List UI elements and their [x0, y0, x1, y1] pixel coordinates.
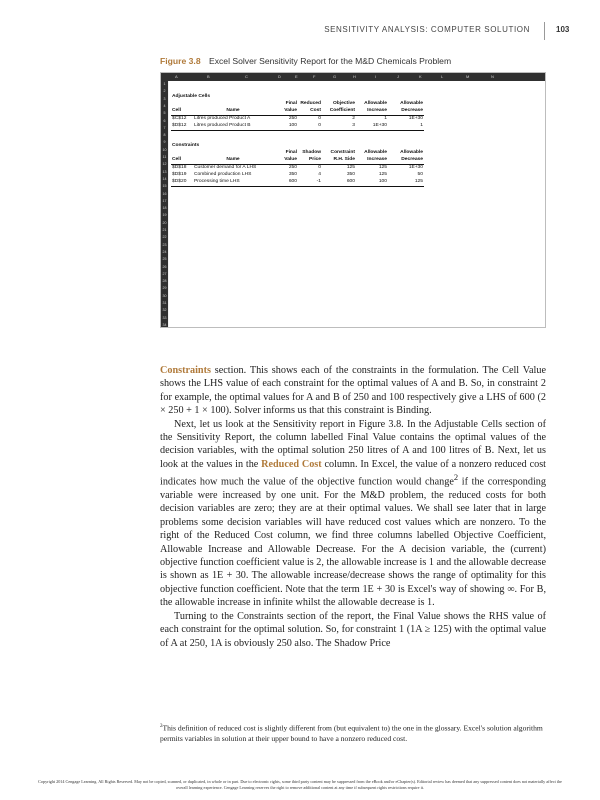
row-number: 16 — [162, 191, 167, 196]
constraints-table-cell: $D$20 — [172, 179, 187, 184]
constraints-table-cell: $D$19 — [172, 172, 187, 177]
adjustable-table-cell: $D$12 — [172, 123, 187, 128]
constraints-term: Constraints — [160, 365, 211, 376]
constraints-table-cell: -1 — [316, 179, 321, 184]
constraints-header-cell: Allowable — [400, 150, 423, 155]
copyright-notice: Copyright 2014 Cengage Learning. All Rights Reserved. May not be copied, scanned, or duplicated, in whole or in part. Due to electronic rights, some third party content may be suppressed from the eBook and/or eChapter(s). Editorial review has deemed that any suppressed content does not materially affect the overall learning experience. Cengage Learning reserves the right to remove additional content at any time if subsequent rights restrictions require it. — [38, 779, 562, 790]
constraints-header-cell: R.H. Side — [333, 157, 355, 162]
adjustable-header-cell: Value — [284, 108, 297, 113]
row-number: 18 — [162, 206, 167, 211]
constraints-table-cell: 350 — [288, 172, 297, 177]
row-number: 4 — [163, 103, 166, 108]
adjustable-header-cell: Decrease — [401, 108, 423, 113]
adjustable-header-cell: Name — [226, 108, 240, 113]
row-number: 22 — [162, 235, 167, 240]
header-divider — [544, 22, 545, 40]
row-number: 29 — [162, 286, 167, 291]
row-number: 7 — [163, 125, 166, 130]
constraints-header-cell: Cell — [172, 157, 181, 162]
paragraph-3: Turning to the Constraints section of the report, the Final Value shows the RHS value of each constraint for the optimal solution. So, for constraint 1 (1A ≥ 125) with the optimal value of A at 250, 1A is obviously 250 also. The Shadow Price — [160, 610, 546, 649]
sensitivity-report — [169, 81, 545, 327]
row-number: 21 — [162, 228, 167, 232]
row-number: 1 — [163, 82, 166, 86]
column-header-bar — [161, 73, 545, 81]
constraints-table-cell: 1E+30 — [408, 165, 423, 170]
paragraph-2-text-b: column. In Excel, the value of a nonzero reduced cost indicates how much the value of the objective function would change — [160, 458, 546, 488]
adjustable-table-cell: 0 — [318, 116, 321, 121]
spreadsheet-figure — [160, 72, 546, 328]
footnote-text: This definition of reduced cost is slightly different from (but equivalent to) the one in the glossary. Excel's solution algorithm permits variables in solution at their upper bound to have a nonzero reduced cost. — [160, 723, 543, 743]
constraints-header-cell: Name — [226, 157, 240, 162]
column-header-l: L — [441, 74, 444, 79]
adjustable-header-cell: Final — [285, 101, 297, 106]
column-header-n: N — [491, 74, 494, 79]
column-header-c: C — [245, 74, 248, 79]
figure-caption — [160, 56, 451, 66]
running-title: SENSITIVITY ANALYSIS: COMPUTER SOLUTION — [324, 25, 530, 34]
adjustable-header-cell: Increase — [367, 108, 387, 113]
row-number: 12 — [162, 162, 167, 167]
constraints-table-cell: 0 — [318, 165, 321, 170]
adjustable-table-cell: 1 — [420, 123, 423, 128]
row-number: 31 — [162, 301, 167, 305]
column-header-m: M — [466, 74, 470, 79]
constraints-table-cell: Customer demand for A LHS — [194, 165, 257, 170]
column-header-a: A — [175, 74, 178, 79]
row-number: 20 — [162, 220, 167, 225]
paragraph-2-text-a: Next, let us look at the Sensitivity report in Figure 3.8. In the Adjustable Cells section of the Sensitivity Report, the column labelled Final Value contains the optimal values of the decision variables, with the optimal solution 250 litres of A and 100 litres of B. Next, let us look at the values in the — [160, 418, 546, 470]
constraints-header-cell: Price — [309, 157, 321, 162]
constraints-header-cell: Decrease — [401, 157, 423, 162]
constraints-table-cell: 125 — [414, 179, 423, 184]
row-number: 30 — [162, 293, 167, 298]
paragraph-1-text: section. This shows each of the constraints in the formulation. The Cell Value shows the LHS value of each constraint for the optimal values of A and B. So, in constraint 2 for example, the optimal values for A and B of 250 and 100 respectively give a LHS of 600 (2 × 250 + 1 × 100). Solver informs us that this constraint is Binding. — [160, 365, 546, 417]
row-number: 10 — [162, 147, 167, 152]
constraints-table-cell: 350 — [346, 172, 355, 177]
row-number: 19 — [162, 213, 167, 218]
constraints-table-cell: $D$18 — [172, 165, 187, 170]
constraints-table-cell: 125 — [378, 165, 387, 170]
footnote-mark: 2 — [160, 724, 163, 729]
adjustable-table-cell: 1 — [384, 116, 387, 121]
row-number: 17 — [162, 198, 167, 203]
row-number: 2 — [163, 89, 166, 94]
row-number: 24 — [162, 249, 167, 254]
constraints-table-cell: 600 — [346, 179, 355, 184]
row-number: 13 — [162, 169, 167, 174]
adjustable-table-cell: 3 — [352, 123, 355, 128]
adjustable-table-cell: Litres produced Product B — [194, 123, 251, 128]
adjustable-header-cell: Allowable — [400, 101, 423, 106]
page-number: 103 — [556, 25, 570, 34]
constraints-table-cell: 125 — [378, 172, 387, 177]
row-number: 26 — [162, 264, 167, 269]
reduced-cost-term: Reduced Cost — [261, 458, 322, 470]
column-header-b: B — [207, 74, 210, 79]
page-header — [0, 22, 600, 42]
constraints-title: Constraints — [172, 143, 200, 148]
constraints-table-cell: 50 — [417, 172, 423, 177]
row-number: 25 — [162, 257, 167, 262]
row-number: 32 — [162, 308, 167, 313]
figure-number: Figure 3.8 — [160, 56, 201, 66]
row-number-bar — [161, 81, 168, 327]
row-number: 33 — [162, 315, 167, 320]
row-number: 3 — [163, 96, 166, 101]
row-number: 27 — [162, 271, 167, 276]
row-number: 5 — [163, 111, 166, 116]
constraints-header-cell: Shadow — [302, 150, 321, 155]
adjustable-table-cell: 100 — [288, 123, 297, 128]
adjustable-table-cell: 1E+30 — [408, 116, 423, 121]
row-number: 28 — [162, 279, 167, 284]
footnote — [160, 722, 546, 744]
column-header-k: K — [419, 74, 422, 79]
figure-title: Excel Solver Sensitivity Report for the M&D Chemicals Problem — [208, 56, 452, 66]
constraints-table-cell: 250 — [288, 165, 297, 170]
paragraph-1 — [160, 364, 546, 418]
adjustable-table-cell: $C$12 — [172, 116, 187, 121]
column-header-d: D — [278, 74, 281, 79]
constraints-table-cell: 100 — [378, 179, 387, 184]
row-number: 9 — [163, 140, 166, 145]
adjustable-cells-title: Adjustable Cells — [172, 94, 211, 99]
constraints-header-cell: Increase — [367, 157, 387, 162]
column-header-f: F — [313, 74, 316, 79]
row-number: 34 — [162, 322, 167, 327]
paragraph-2-text-c: if the corresponding variable were increased by one unit. For the M&D problem, the reduced costs for both decision variables are zero; they are at their optimal values. We shall see later that in large problems some decision variables will have reduced cost values which are nonzero. To the right of the Reduced Cost column, we find three columns labelled Objective Coefficient, Allowable Increase and Allowable Decrease. For the A decision variable, the (current) objective function coefficient value is 2, the allowable increase is 1 and the allowable decrease is shown as 1E + 30. The allowable increase/decrease shows the range of optimality for this objective function coefficient. Note that the term 1E + 30 is Excel's way of showing ∞. For B, the allowable increase in infinite whilst the allowable decrease is 1. — [160, 476, 546, 609]
constraints-table-cell: 125 — [346, 165, 355, 170]
adjustable-table-cell: 2 — [352, 116, 355, 121]
row-number: 15 — [162, 184, 167, 189]
column-header-g: G — [333, 74, 337, 79]
paragraph-2 — [160, 418, 546, 610]
footnote-ref: 2 — [453, 472, 459, 483]
body-text — [160, 364, 546, 650]
adjustable-table-cell: 1E+30 — [372, 123, 387, 128]
row-number: 11 — [162, 155, 167, 159]
constraints-header-cell: Final — [285, 150, 297, 155]
constraints-header-cell: Constraint — [330, 150, 355, 155]
constraints-table-cell: 600 — [288, 179, 297, 184]
column-header-e: E — [295, 74, 298, 79]
column-header-h: H — [353, 74, 356, 79]
adjustable-header-cell: Cell — [172, 108, 181, 113]
constraints-table-cell: 4 — [318, 172, 321, 177]
adjustable-header-cell: Coefficient — [329, 108, 355, 113]
constraints-table-cell: Combined production LHS — [194, 172, 252, 177]
row-number: 14 — [162, 176, 167, 181]
row-number: 8 — [163, 133, 166, 138]
table-rule — [171, 130, 424, 131]
row-number: 23 — [162, 242, 167, 247]
row-number: 6 — [163, 118, 166, 123]
adjustable-table-cell: Litres produced Product A — [194, 116, 251, 121]
adjustable-table-cell: 250 — [288, 116, 297, 121]
adjustable-header-cell: Reduced — [300, 101, 321, 106]
adjustable-header-cell: Objective — [332, 101, 355, 106]
adjustable-header-cell: Allowable — [364, 101, 387, 106]
adjustable-table-cell: 0 — [318, 123, 321, 128]
constraints-table-cell: Processing time LHS — [194, 179, 240, 184]
column-header-j: J — [397, 74, 399, 79]
column-header-i: I — [375, 74, 377, 79]
constraints-header-cell: Allowable — [364, 150, 387, 155]
adjustable-header-cell: Cost — [310, 108, 321, 113]
table-rule — [171, 186, 424, 187]
constraints-header-cell: Value — [284, 157, 297, 162]
